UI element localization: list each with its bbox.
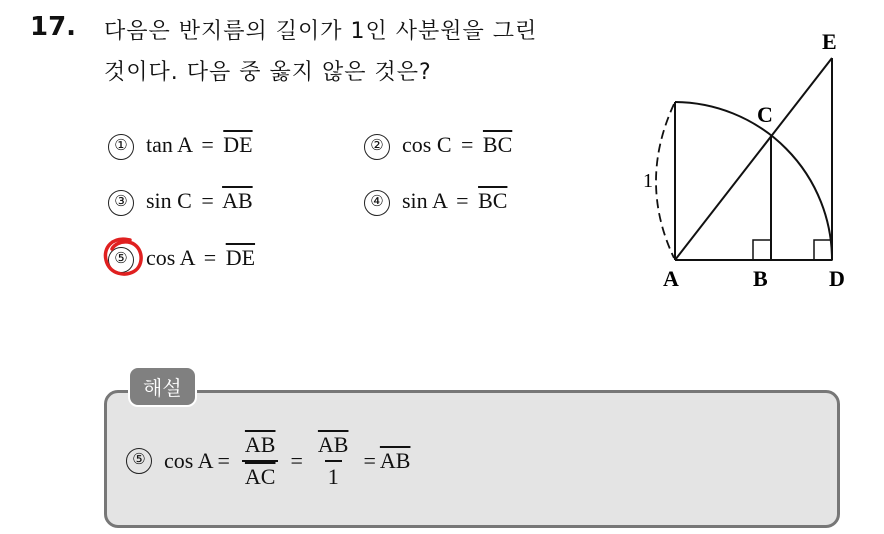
solution-result: $\overline{AB}$ <box>379 448 411 473</box>
choice-number: ④ <box>364 190 390 216</box>
choice-function: cos C <box>402 132 452 157</box>
choice-3[interactable] <box>108 188 253 216</box>
label-c: C <box>757 102 773 127</box>
choice-equals: = <box>456 188 469 213</box>
label-d: D <box>829 266 845 291</box>
choice-number: ② <box>364 134 390 160</box>
choice-2[interactable] <box>364 132 512 160</box>
equals-sign: = <box>217 448 230 473</box>
label-a: A <box>663 266 679 291</box>
question-number: 17. <box>30 12 77 42</box>
question-text-line-2: 것이다. 다음 중 옳지 않은 것은? <box>104 60 432 85</box>
fraction-1-numerator: $\overline{AB}$ <box>244 432 276 457</box>
fraction-2-numerator: $\overline{AB}$ <box>317 432 349 457</box>
choice-function: tan A <box>146 132 192 157</box>
choice-equals: = <box>201 132 214 157</box>
choice-function: cos A <box>146 245 195 270</box>
quarter-circle-figure <box>630 22 870 297</box>
choice-equals: = <box>203 245 217 270</box>
label-e: E <box>822 29 837 54</box>
choice-number: ③ <box>108 190 134 216</box>
solution-number: ⑤ <box>126 448 152 474</box>
choice-segment: $\overline{DE}$ <box>225 245 256 270</box>
choice-1[interactable] <box>108 132 253 160</box>
solution-tab: 해설 <box>128 366 197 407</box>
fraction-1-denominator: AC <box>242 460 279 490</box>
quarter-arc <box>675 102 832 260</box>
right-angle-mark-b <box>753 240 771 260</box>
radius-brace <box>656 104 674 258</box>
solution-equation <box>126 425 410 497</box>
fraction-1 <box>242 432 279 490</box>
choice-4[interactable] <box>364 188 507 216</box>
equals-sign: = <box>290 448 303 473</box>
diagonal-line <box>675 58 832 260</box>
question-text-line-1: 다음은 반지름의 길이가 1인 사분원을 그린 <box>104 19 538 44</box>
label-b: B <box>753 266 768 291</box>
choice-number: ① <box>108 134 134 160</box>
choice-number: ⑤ <box>108 247 134 273</box>
equals-sign: = <box>363 448 376 473</box>
fraction-2 <box>315 432 352 490</box>
answer-circle-mark <box>100 234 150 282</box>
choice-segment: $\overline{BC}$ <box>478 188 508 213</box>
choice-segment: $\overline{AB}$ <box>222 188 253 213</box>
choice-equals: = <box>461 132 474 157</box>
radius-label: 1 <box>643 170 653 192</box>
choice-segment: $\overline{DE}$ <box>223 132 253 157</box>
right-angle-mark-d <box>814 240 832 260</box>
fraction-2-denominator: 1 <box>325 460 342 490</box>
solution-function: cos A <box>164 448 214 473</box>
choice-function: sin A <box>402 188 447 213</box>
choice-segment: $\overline{BC}$ <box>482 132 513 157</box>
choice-equals: = <box>201 188 214 213</box>
choice-function: sin C <box>146 188 192 213</box>
